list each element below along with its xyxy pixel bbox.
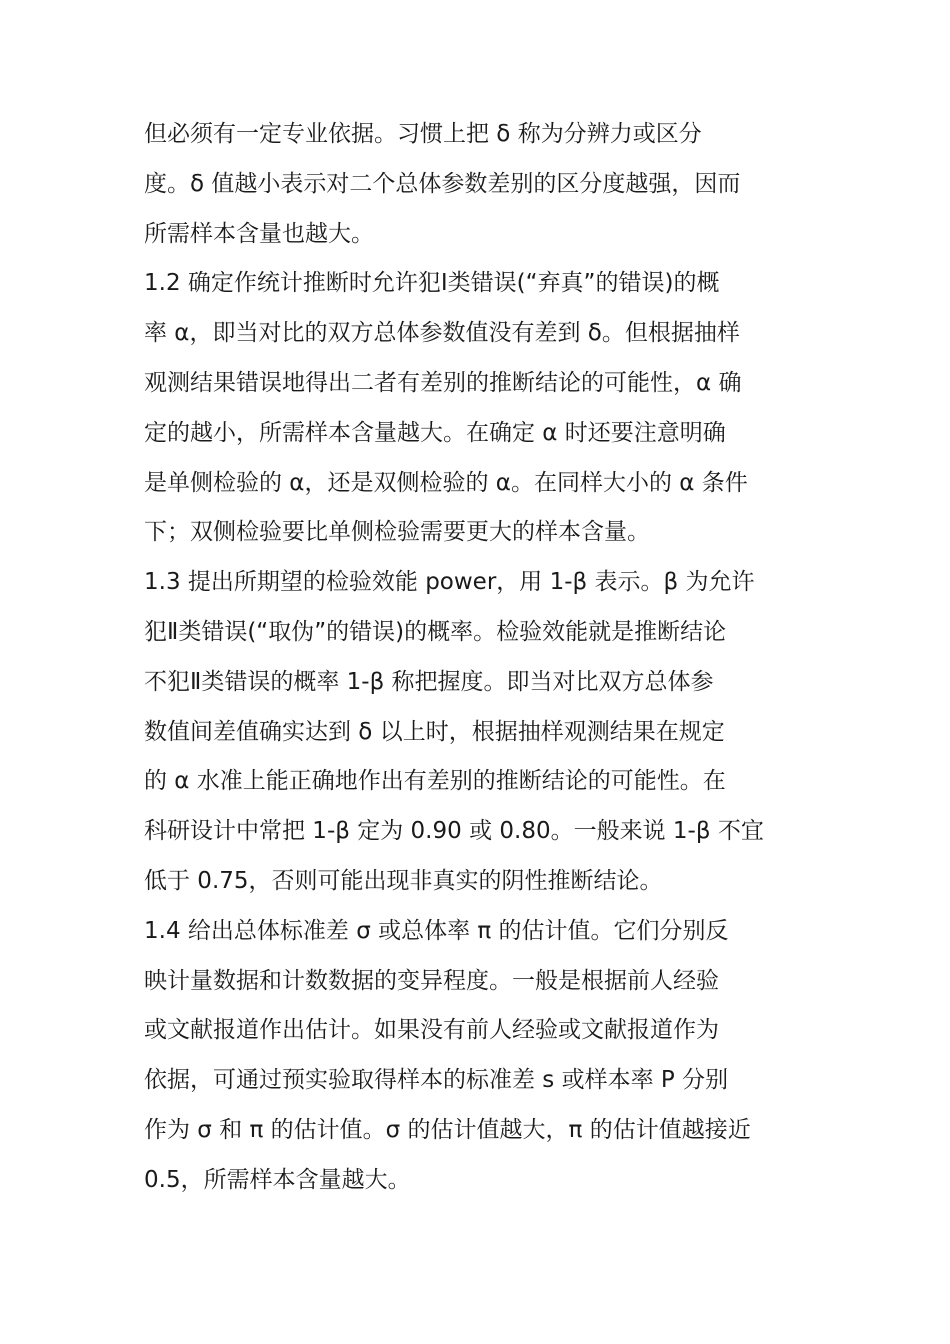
- text-line: 映计量数据和计数数据的变异程度。一般是根据前人经验: [144, 967, 719, 994]
- text-line: 所需样本含量也越大。: [144, 220, 374, 247]
- text-line: 作为 σ 和 π 的估计值。σ 的估计值越大，π 的估计值越接近: [144, 1116, 751, 1143]
- text-line: 不犯Ⅱ类错误的概率 1-β 称把握度。即当对比双方总体参: [144, 668, 714, 695]
- text-line: 科研设计中常把 1-β 定为 0.90 或 0.80。一般来说 1-β 不宜: [144, 818, 764, 845]
- text-line: 但必须有一定专业依据。习惯上把 δ 称为分辨力或区分: [144, 121, 702, 147]
- text-line: 数值间差值确实达到 δ 以上时，根据抽样观测结果在规定: [144, 718, 725, 745]
- text-line: 犯Ⅱ类错误(“取伪”的错误)的概率。检验效能就是推断结论: [144, 618, 727, 645]
- text-line: 的 α 水准上能正确地作出有差别的推断结论的可能性。在: [144, 768, 726, 795]
- text-line: 观测结果错误地得出二者有差别的推断结论的可能性，α 确: [144, 369, 742, 396]
- text-line: 下；双侧检验要比单侧检验需要更大的样本含量。: [144, 519, 650, 546]
- text-line: 度。δ 值越小表示对二个总体参数差别的区分度越强，因而: [144, 170, 741, 197]
- section-1-4-heading-line: 1.4 给出总体标准差 σ 或总体率 π 的估计值。它们分别反: [144, 917, 729, 944]
- text-line: 低于 0.75，否则可能出现非真实的阴性推断结论。: [144, 867, 663, 894]
- section-1-3-heading-line: 1.3 提出所期望的检验效能 power，用 1-β 表示。β 为允许: [144, 569, 755, 596]
- text-line: 定的越小，所需样本含量越大。在确定 α 时还要注意明确: [144, 419, 726, 446]
- text-line: 率 α，即当对比的双方总体参数值没有差到 δ。但根据抽样: [144, 320, 740, 347]
- text-line: 依据，可通过预实验取得样本的标准差 s 或样本率 P 分别: [144, 1067, 729, 1094]
- text-line: 是单侧检验的 α，还是双侧检验的 α。在同样大小的 α 条件: [144, 469, 748, 496]
- section-1-2-heading-line: 1.2 确定作统计推断时允许犯Ⅰ类错误(“弃真”的错误)的概: [144, 270, 720, 297]
- text-line: 或文献报道作出估计。如果没有前人经验或文献报道作为: [144, 1017, 719, 1044]
- text-line: 0.5，所需样本含量越大。: [144, 1166, 411, 1193]
- body-text: [144, 110, 814, 1206]
